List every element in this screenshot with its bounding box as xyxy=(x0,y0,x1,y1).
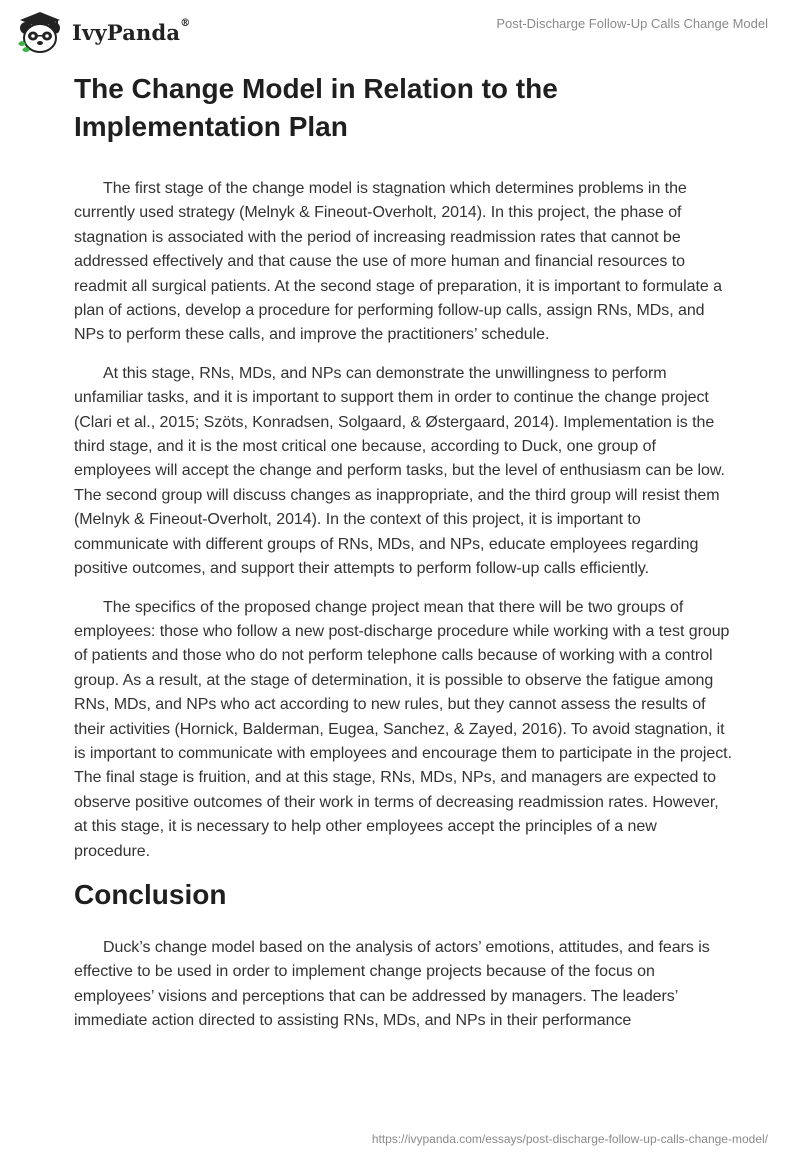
panda-graduation-icon xyxy=(14,10,66,54)
section-heading: The Change Model in Relation to the Implementation Plan xyxy=(74,73,558,142)
paragraph: The first stage of the change model is stagnation which determines problems in the currently used strategy (Melnyk & Fineout-Overholt, 2014). In this project, the phase of stagnation is associated with the period of increasing readmission rates that cannot be addressed effectively and that cause the use of more human and financial resources to readmit all surgical patients. At the second stage of preparation, it is important to formulate a plan of actions, develop a procedure for performing follow-up calls, assign RNs, MDs, and NPs to perform these calls, and improve the practitioners’ schedule. xyxy=(74,180,722,344)
source-url[interactable]: https://ivypanda.com/essays/post-discharge-follow-up-calls-change-model/ xyxy=(371,1132,768,1146)
brand-name: IvyPanda® xyxy=(72,17,191,45)
paragraph: At this stage, RNs, MDs, and NPs can demonstrate the unwillingness to perform unfamiliar tasks, and it is important to support them in order to continue the change project (Clari et al., 2015; Szöts, Konradsen, Solgaard, & Østergaard, 2014). Implementation is the third stage, and it is the most critical one because, according to Duck, one group of employees will accept the change and perform tasks, but the level of enthusiasm can be low. The second group will discuss changes as inappropriate, and the third group will resist them (Melnyk & Fineout-Overholt, 2014). In the context of this project, it is important to communicate with different groups of RNs, MDs, and NPs, educate employees regarding positive outcomes, and support their attempts to perform follow-up calls efficiently. xyxy=(74,364,725,578)
conclusion-paragraph: Duck’s change model based on the analysis of actors’ emotions, attitudes, and fears is effective to be used in order to implement change projects because of the focus on employees’ visions and perceptions that can be addressed by managers. The leaders’ immediate action directed to assisting RNs, MDs, and NPs in their performance xyxy=(74,938,710,1030)
document-title: Post-Discharge Follow-Up Calls Change Model xyxy=(496,16,768,31)
article-body xyxy=(74,70,734,1034)
paragraph: The specifics of the proposed change project mean that there will be two groups of employees: those who follow a new post-discharge procedure while working with a test group of patients and those who do not perform telephone calls because of working with a control group. As a result, at the stage of determination, it is possible to observe the fatigue among RNs, MDs, and NPs who act according to new rules, but they cannot assess the results of their activities (Hornick, Balderman, Eugea, Sanchez, & Zayed, 2016). To avoid stagnation, it is important to communicate with employees and encourage them to participate in the project. The final stage is fruition, and at this stage, RNs, MDs, NPs, and managers are expected to observe positive outcomes of their work in terms of decreasing readmission rates. However, at this stage, it is necessary to help other employees accept the principles of a new procedure. xyxy=(74,598,732,860)
conclusion-heading: Conclusion xyxy=(74,878,227,910)
brand-logo[interactable] xyxy=(14,10,190,54)
page-header xyxy=(0,0,800,62)
